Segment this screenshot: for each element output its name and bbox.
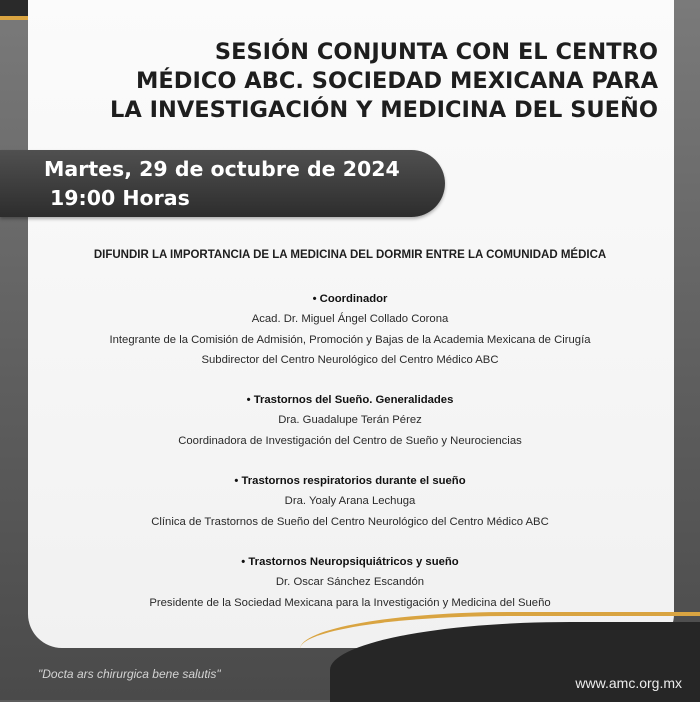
objective-statement: DIFUNDIR LA IMPORTANCIA DE LA MEDICINA DEL DORMIR ENTRE LA COMUNIDAD MÉDICA <box>93 249 607 261</box>
speaker-affiliation: Integrante de la Comisión de Admisión, Promoción y Bajas de la Academia Mexicana de Cirugía <box>109 333 591 346</box>
agenda-item-title: • Trastornos respiratorios durante el sueño <box>234 475 466 488</box>
speaker-name: Dr. Oscar Sánchez Escandón <box>275 576 425 589</box>
speaker-name: Acad. Dr. Miguel Ángel Collado Corona <box>251 313 449 326</box>
date-banner <box>0 150 445 217</box>
title-line: SESIÓN CONJUNTA CON EL CENTRO <box>214 39 658 65</box>
agenda-list <box>0 289 700 633</box>
agenda-item <box>0 471 700 532</box>
speaker-name: Dra. Guadalupe Terán Pérez <box>278 414 422 427</box>
agenda-item-title: • Trastornos Neuropsiquiátricos y sueño <box>241 555 459 568</box>
title-line: MÉDICO ABC. SOCIEDAD MEXICANA PARA <box>136 68 658 94</box>
speaker-affiliation: Coordinadora de Investigación del Centro de Sueño y Neurociencias <box>178 434 522 447</box>
title-line: LA INVESTIGACIÓN Y MEDICINA DEL SUEÑO <box>110 97 658 123</box>
speaker-affiliation: Presidente de la Sociedad Mexicana para la Investigación y Medicina del Sueño <box>149 596 551 609</box>
agenda-item <box>0 552 700 613</box>
event-time: 19:00 Horas <box>50 186 190 210</box>
session-title <box>58 38 658 125</box>
agenda-item <box>0 289 700 370</box>
speaker-affiliation: Subdirector del Centro Neurológico del Centro Médico ABC <box>201 353 499 366</box>
website-link[interactable]: www.amc.org.mx <box>575 675 682 691</box>
speaker-name: Dra. Yoaly Arana Lechuga <box>284 495 416 508</box>
motto-text: "Docta ars chirurgica bene salutis" <box>38 667 221 681</box>
agenda-item <box>0 390 700 451</box>
event-date: Martes, 29 de octubre de 2024 <box>44 157 400 181</box>
speaker-affiliation: Clínica de Trastornos de Sueño del Centro Neurológico del Centro Médico ABC <box>151 515 549 528</box>
agenda-item-title: • Coordinador <box>312 293 388 305</box>
agenda-item-title: • Trastornos del Sueño. Generalidades <box>246 394 454 407</box>
